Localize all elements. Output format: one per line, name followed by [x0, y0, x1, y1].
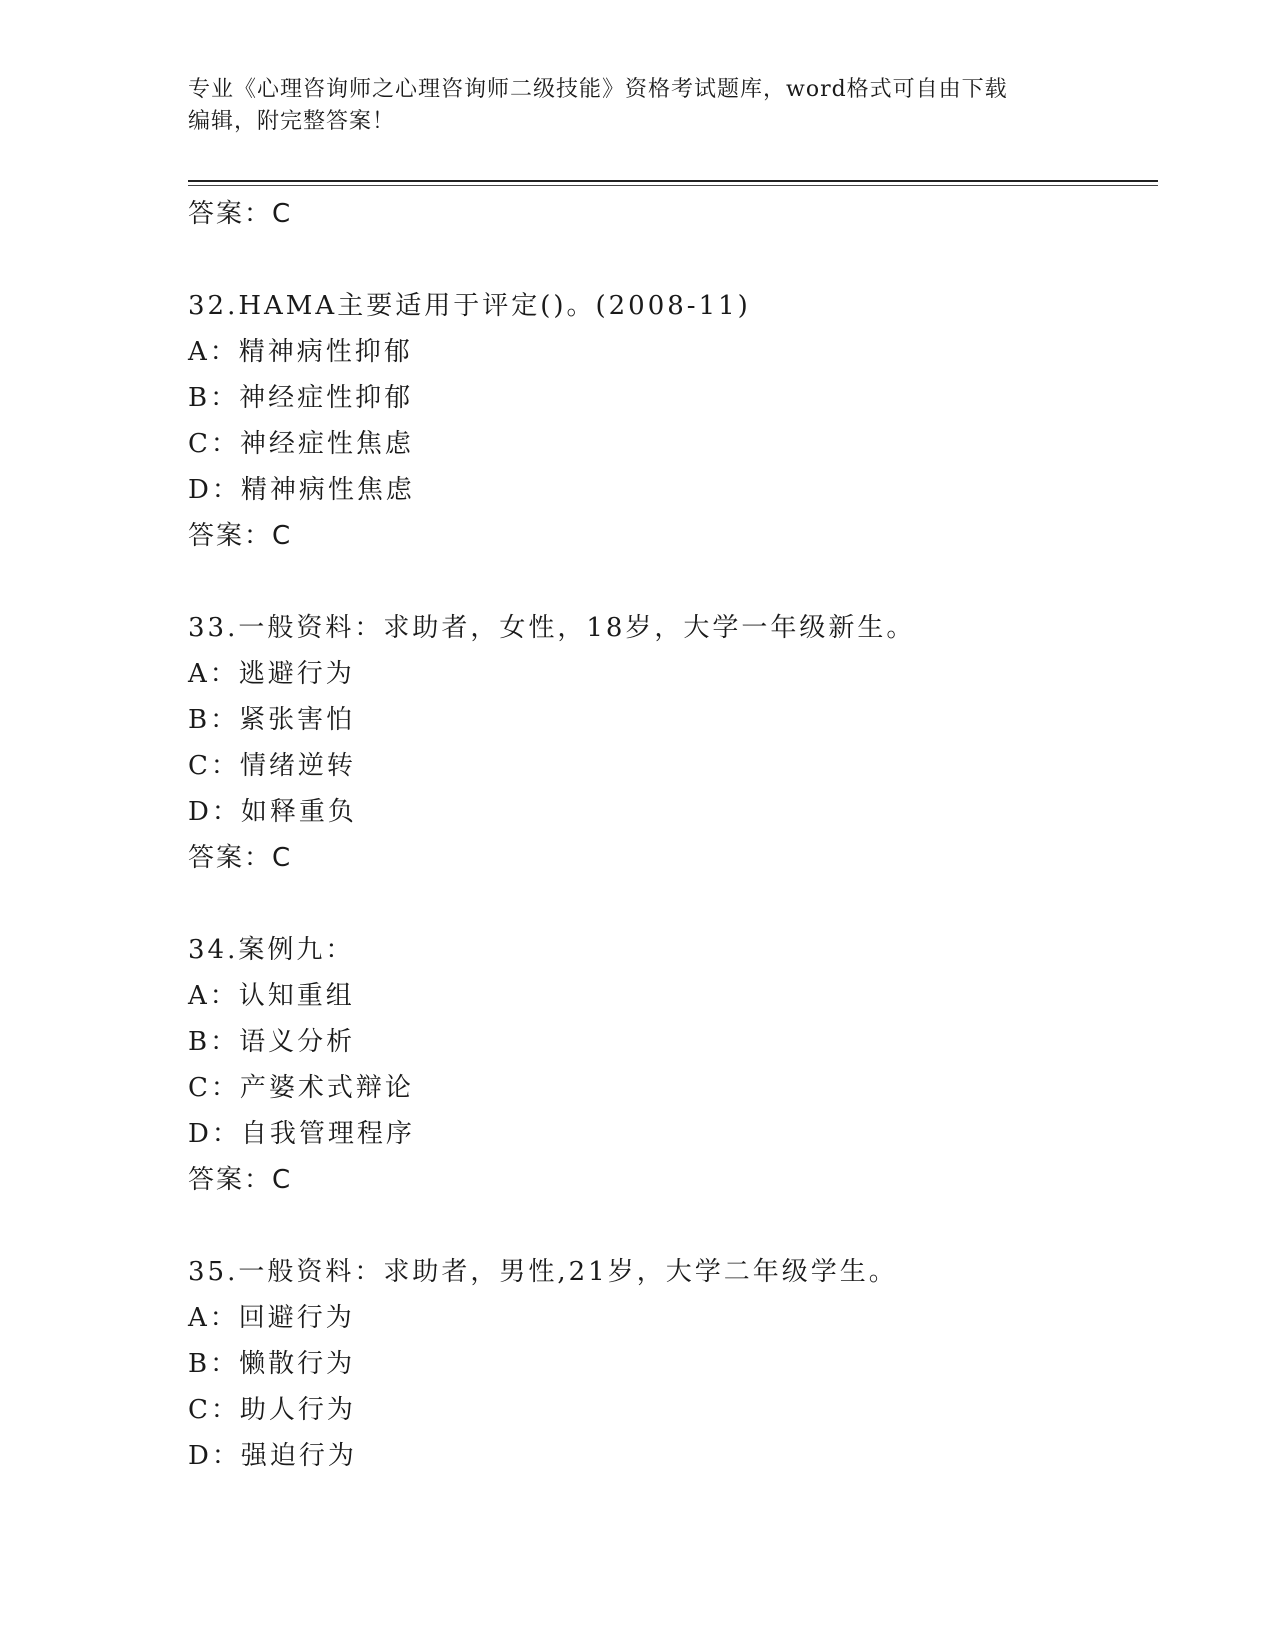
option-b: B：紧张害怕: [188, 705, 356, 735]
answer-line: 答案：C: [188, 1165, 293, 1195]
option-a: A：逃避行为: [188, 659, 355, 689]
header-line-1: 专业《心理咨询师之心理咨询师二级技能》资格考试题库，word格式可自由下载: [188, 77, 1008, 102]
question-stem: 33.一般资料：求助者，女性，18岁，大学一年级新生。: [188, 613, 916, 643]
option-d: D：精神病性焦虑: [188, 475, 415, 505]
option-b: B：语义分析: [188, 1027, 356, 1057]
option-d: D：自我管理程序: [188, 1119, 415, 1149]
answer-line: 答案：C: [188, 843, 293, 873]
answer-line: 答案：C: [188, 521, 293, 551]
option-b: B：懒散行为: [188, 1349, 356, 1379]
spacer: [188, 237, 1158, 283]
option-d: D：强迫行为: [188, 1441, 357, 1471]
spacer: [188, 881, 1158, 927]
option-c: C：助人行为: [188, 1395, 356, 1425]
header-line-2: 编辑，附完整答案！: [188, 109, 396, 134]
option-d: D：如释重负: [188, 797, 357, 827]
spacer: [188, 1203, 1158, 1249]
option-a: A：回避行为: [188, 1303, 355, 1333]
option-a: A：认知重组: [188, 981, 355, 1011]
option-c: C：产婆术式辩论: [188, 1073, 414, 1103]
header-rule-thin: [188, 185, 1158, 186]
question-stem: 34.案例九：: [188, 935, 355, 965]
header-rule-thick: [188, 180, 1158, 182]
question-32: [188, 283, 1158, 559]
question-34: [188, 927, 1158, 1203]
option-c: C：神经症性焦虑: [188, 429, 414, 459]
question-33: [188, 605, 1158, 881]
option-b: B：神经症性抑郁: [188, 383, 414, 413]
answer-line: 答案：C: [188, 199, 293, 229]
document-header: [188, 74, 1068, 138]
option-c: C：情绪逆转: [188, 751, 356, 781]
question-35: [188, 1249, 1158, 1479]
question-stem: 35.一般资料：求助者，男性,21岁，大学二年级学生。: [188, 1257, 898, 1287]
question-list: [188, 191, 1158, 1479]
option-a: A：精神病性抑郁: [188, 337, 413, 367]
spacer: [188, 559, 1158, 605]
question-stem: 32.HAMA主要适用于评定()。(2008-11): [188, 291, 751, 321]
